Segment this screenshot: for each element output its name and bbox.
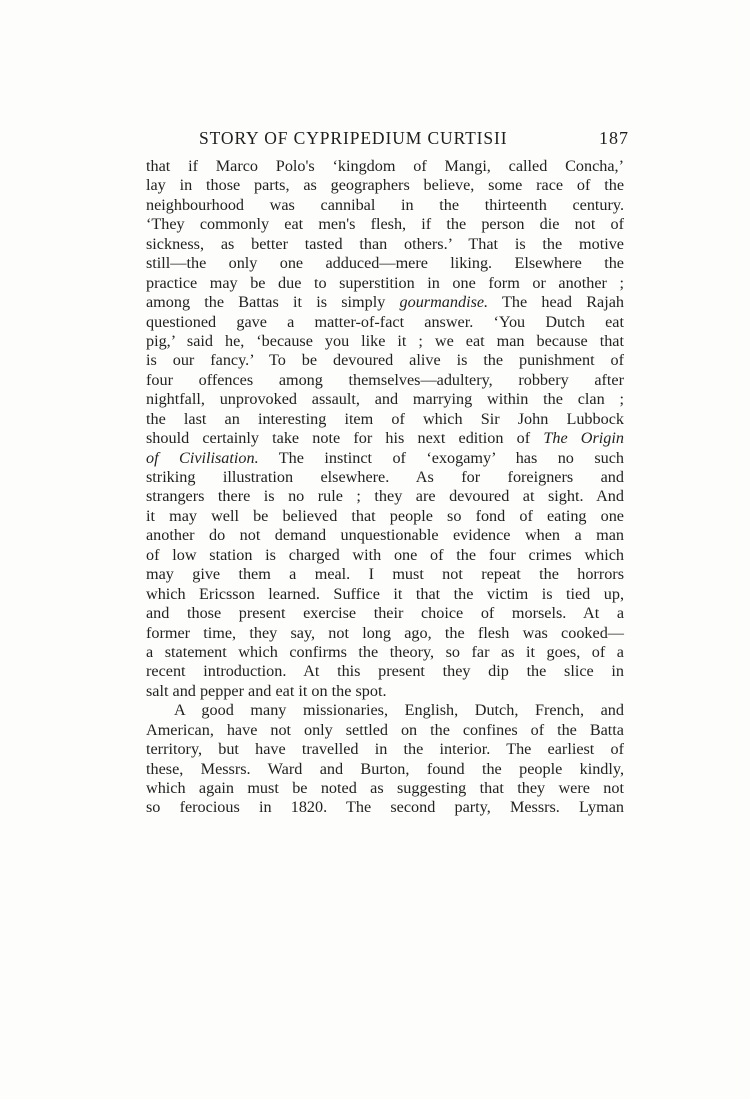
text-segment: so ferocious in 1820. The second party, Messrs. Lyman [146, 798, 624, 817]
text-line [146, 351, 624, 370]
text-line [146, 779, 624, 798]
italic-text: of Civilisation. [146, 448, 259, 467]
text-segment: another do not demand unquestionable evidence when a man [146, 526, 624, 545]
text-line [146, 624, 624, 643]
text-segment: which again must be noted as suggesting that they were not [146, 779, 624, 797]
text-line [146, 604, 624, 623]
text-line [146, 429, 624, 448]
text-line [146, 176, 624, 195]
text-segment: ‘They commonly eat men's flesh, if the person die not of [146, 215, 624, 234]
running-title: STORY OF CYPRIPEDIUM CURTISII [199, 128, 508, 148]
text-segment: The head Rajah [488, 293, 624, 312]
text-segment: may give them a meal. I must not repeat the horrors [146, 565, 624, 584]
text-line [146, 215, 624, 234]
text-line [146, 585, 624, 604]
text-line [146, 565, 624, 584]
text-line [146, 721, 624, 740]
text-segment: that if Marco Polo's ‘kingdom of Mangi, called Concha,’ [146, 157, 624, 175]
text-segment: The instinct of ‘exogamy’ has no such [258, 448, 625, 467]
text-segment: A good many missionaries, English, Dutch, French, and [174, 701, 624, 720]
text-segment: territory, but have travelled in the interior. The earliest of [146, 740, 624, 759]
text-segment: which Ericsson learned. Suffice it that the victim is tied up, [146, 584, 624, 603]
text-line [146, 682, 624, 701]
text-line [146, 507, 624, 526]
text-line [146, 468, 624, 487]
text-segment: should certainly take note for his next edition of [146, 429, 544, 448]
text-segment: American, have not only settled on the confines of the Batta [146, 720, 624, 739]
text-line [146, 662, 624, 681]
text-segment: four offences among themselves—adultery, robbery after [146, 370, 624, 389]
text-segment: neighbourhood was cannibal in the thirteenth century. [146, 195, 624, 214]
text-line [146, 643, 624, 662]
page-number: 187 [599, 128, 629, 148]
text-line [146, 332, 624, 351]
text-segment: still—the only one adduced—mere liking. Elsewhere the [146, 254, 624, 273]
italic-text: The Origin [543, 429, 624, 448]
text-segment: recent introduction. At this present they dip the slice in [146, 662, 624, 681]
text-line [146, 760, 624, 779]
text-line [146, 254, 624, 273]
text-line [146, 390, 624, 409]
text-segment: the last an interesting item of which Sir John Lubbock [146, 409, 624, 428]
text-line [146, 740, 624, 759]
text-segment: sickness, as better tasted than others.’ That is the motive [146, 234, 624, 253]
text-line [146, 546, 624, 565]
text-segment: former time, they say, not long ago, the flesh was cooked— [146, 623, 624, 642]
text-segment: a statement which confirms the theory, so far as it goes, of a [146, 642, 624, 661]
text-segment: these, Messrs. Ward and Burton, found the people kindly, [146, 759, 624, 778]
text-line [146, 798, 624, 817]
text-line [146, 371, 624, 390]
text-segment: practice may be due to superstition in one form or another ; [146, 273, 624, 292]
text-line [146, 313, 624, 332]
text-segment: among the Battas it is simply [146, 293, 400, 312]
text-segment: pig,’ said he, ‘because you like it ; we eat man because that [146, 331, 624, 350]
text-line [146, 157, 624, 176]
text-segment: lay in those parts, as geographers believe, some race of the [146, 176, 624, 195]
italic-text: gourmandise. [399, 293, 489, 312]
text-line [146, 526, 624, 545]
text-line [146, 449, 624, 468]
text-line [146, 701, 624, 720]
body-text [146, 157, 624, 818]
text-line [146, 293, 624, 312]
text-line [146, 274, 624, 293]
text-segment: of low station is charged with one of the four crimes which [146, 545, 624, 564]
text-line [146, 235, 624, 254]
text-segment: nightfall, unprovoked assault, and marrying within the clan ; [146, 390, 624, 409]
text-line [146, 487, 624, 506]
page-header [199, 128, 629, 156]
text-segment: questioned gave a matter-of-fact answer. ‘You Dutch eat [146, 312, 624, 331]
text-segment: and those present exercise their choice of morsels. At a [146, 604, 624, 623]
text-line [146, 410, 624, 429]
text-segment: salt and pepper and eat it on the spot. [146, 681, 387, 700]
text-segment: it may well be believed that people so fond of eating one [146, 506, 624, 525]
text-segment: strangers there is no rule ; they are devoured at sight. And [146, 487, 624, 506]
text-segment: is our fancy.’ To be devoured alive is the punishment of [146, 351, 624, 370]
text-line [146, 196, 624, 215]
text-segment: striking illustration elsewhere. As for foreigners and [146, 468, 624, 486]
